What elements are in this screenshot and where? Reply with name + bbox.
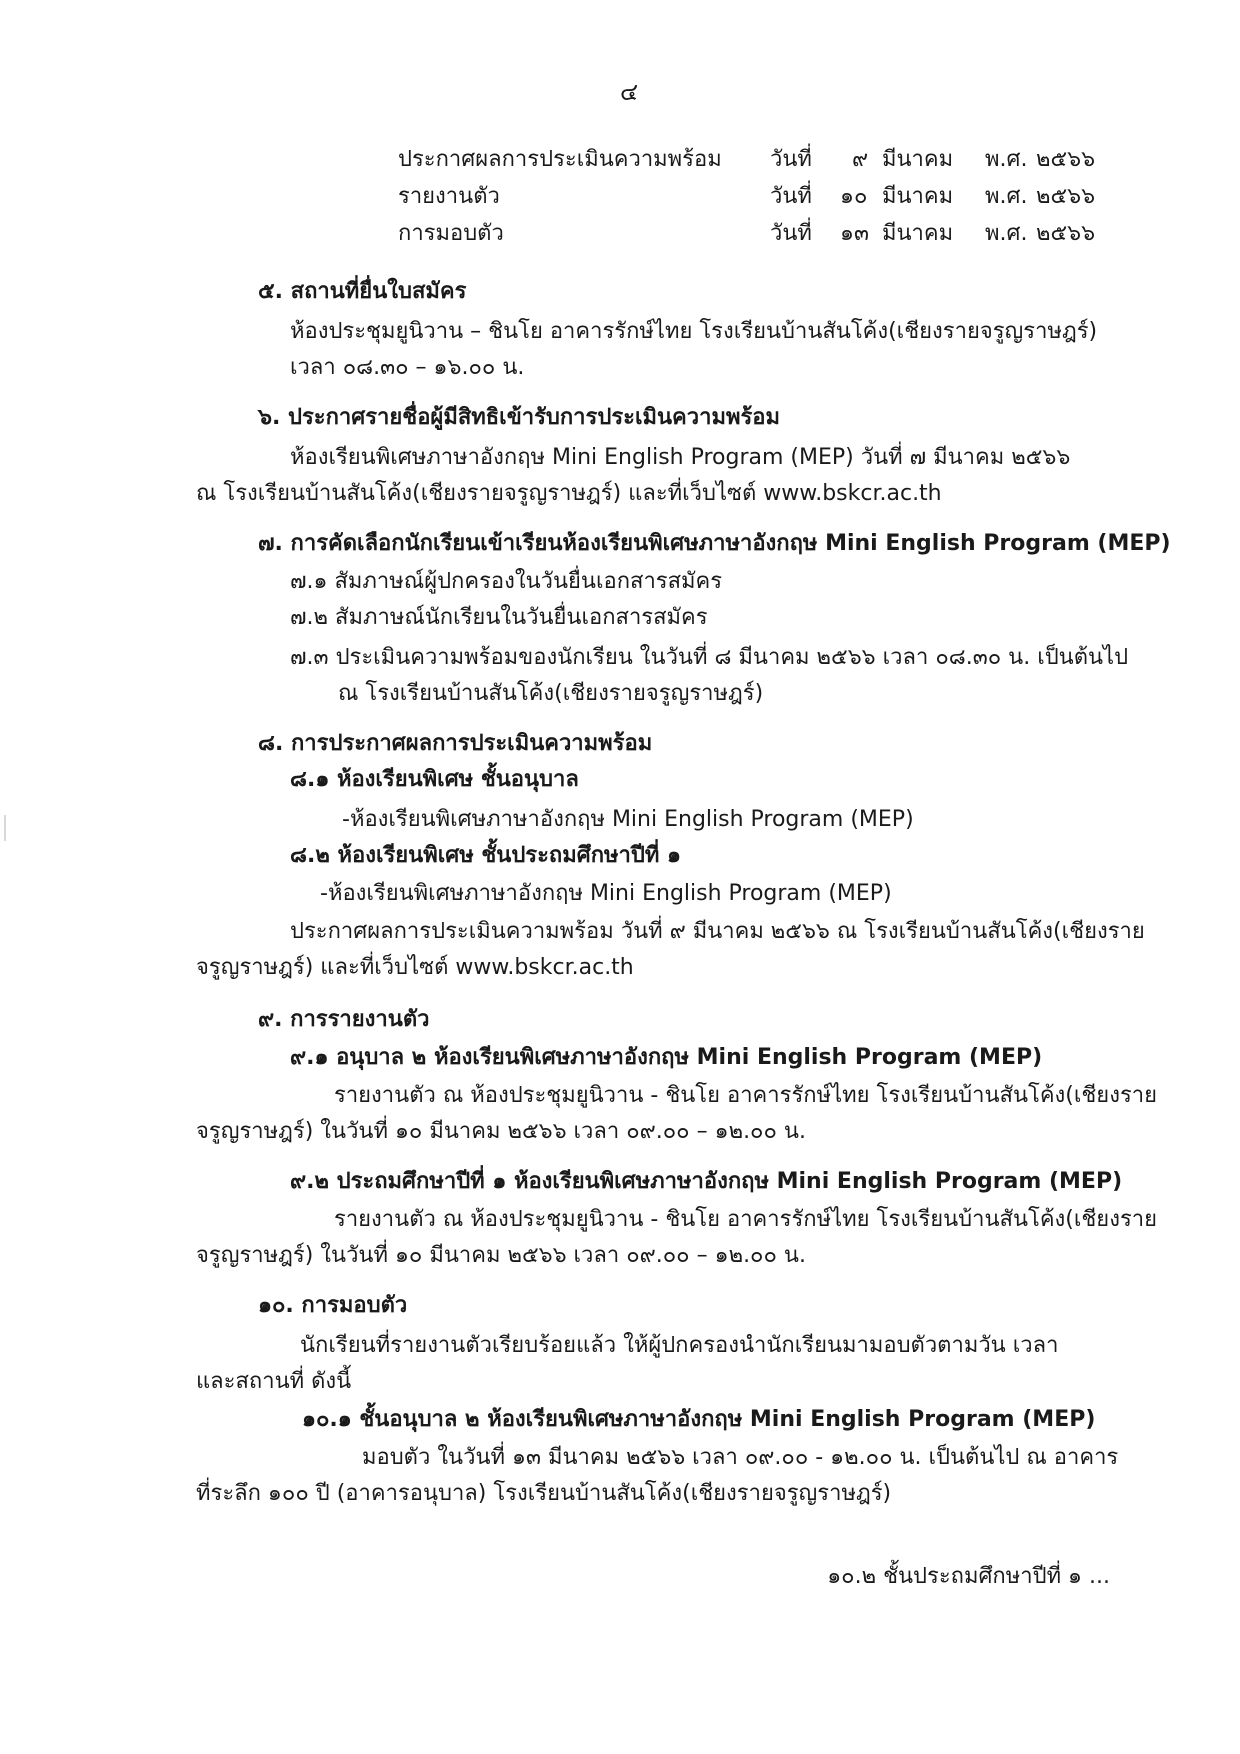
section-5-line: เวลา ๐๘.๓๐ – ๑๖.๐๐ น. bbox=[290, 355, 525, 380]
schedule-day: ๑๓ bbox=[840, 221, 870, 246]
schedule-event: รายงานตัว bbox=[398, 184, 500, 209]
section-7-line: ๗.๓ ประเมินความพร้อมของนักเรียน ในวันที่ ๘ มีนาคม ๒๕๖๖ เวลา ๐๘.๓๐ น. เป็นต้นไป bbox=[290, 645, 1129, 670]
section-9-line: จรูญราษฎร์) ในวันที่ ๑๐ มีนาคม ๒๕๖๖ เวลา ๐๙.๐๐ – ๑๒.๐๐ น. bbox=[196, 1119, 806, 1144]
section-7-line: ๗.๑ สัมภาษณ์ผู้ปกครองในวันยื่นเอกสารสมัคร bbox=[290, 569, 723, 594]
section-9-heading: ๙. การรายงานตัว bbox=[258, 1007, 430, 1032]
section-7-line: ๗.๒ สัมภาษณ์นักเรียนในวันยื่นเอกสารสมัคร bbox=[290, 605, 708, 630]
continuation-footer: ๑๐.๒ ชั้นประถมศึกษาปีที่ ๑ ... bbox=[827, 1564, 1110, 1589]
schedule-year: ๒๕๖๖ bbox=[1036, 184, 1096, 209]
section-10-line: ที่ระลึก ๑๐๐ ปี (อาคารอนุบาล) โรงเรียนบ้านสันโค้ง(เชียงรายจรูญราษฎร์) bbox=[196, 1481, 892, 1506]
schedule-day: ๙ bbox=[852, 147, 869, 172]
section-9-subheading: ๙.๒ ประถมศึกษาปีที่ ๑ ห้องเรียนพิเศษภาษาอังกฤษ Mini English Program (MEP) bbox=[290, 1169, 1123, 1194]
schedule-month: มีนาคม bbox=[882, 147, 954, 172]
schedule-day-label: วันที่ bbox=[770, 147, 812, 172]
section-10-line: มอบตัว ในวันที่ ๑๓ มีนาคม ๒๕๖๖ เวลา ๐๙.๐๐ - ๑๒.๐๐ น. เป็นต้นไป ณ อาคาร bbox=[362, 1445, 1119, 1470]
section-9-subheading: ๙.๑ อนุบาล ๒ ห้องเรียนพิเศษภาษาอังกฤษ Mini English Program (MEP) bbox=[290, 1045, 1043, 1070]
section-8-line: -ห้องเรียนพิเศษภาษาอังกฤษ Mini English Program (MEP) bbox=[342, 807, 914, 832]
section-6-line: ห้องเรียนพิเศษภาษาอังกฤษ Mini English Program (MEP) วันที่ ๗ มีนาคม ๒๕๖๖ bbox=[290, 445, 1071, 470]
section-5-heading: ๕. สถานที่ยื่นใบสมัคร bbox=[258, 279, 467, 304]
section-6-line: ณ โรงเรียนบ้านสันโค้ง(เชียงรายจรูญราษฎร์) และที่เว็บไซต์ www.bskcr.ac.th bbox=[196, 481, 942, 506]
section-7-line: ณ โรงเรียนบ้านสันโค้ง(เชียงรายจรูญราษฎร์) bbox=[338, 681, 764, 706]
schedule-era: พ.ศ. bbox=[985, 184, 1028, 209]
section-9-line: รายงานตัว ณ ห้องประชุมยูนิวาน - ชินโย อาคารรักษ์ไทย โรงเรียนบ้านสันโค้ง(เชียงราย bbox=[334, 1207, 1158, 1232]
section-9-line: รายงานตัว ณ ห้องประชุมยูนิวาน - ชินโย อาคารรักษ์ไทย โรงเรียนบ้านสันโค้ง(เชียงราย bbox=[334, 1083, 1158, 1108]
section-10-subheading: ๑๐.๑ ชั้นอนุบาล ๒ ห้องเรียนพิเศษภาษาอังกฤษ Mini English Program (MEP) bbox=[302, 1407, 1096, 1432]
section-7-heading: ๗. การคัดเลือกนักเรียนเข้าเรียนห้องเรียนพิเศษภาษาอังกฤษ Mini English Program (MEP) bbox=[258, 531, 1171, 556]
schedule-era: พ.ศ. bbox=[985, 221, 1028, 246]
schedule-day-label: วันที่ bbox=[770, 184, 812, 209]
schedule-event: ประกาศผลการประเมินความพร้อม bbox=[398, 147, 722, 172]
section-8-heading: ๘. การประกาศผลการประเมินความพร้อม bbox=[258, 731, 653, 756]
section-8-subheading: ๘.๑ ห้องเรียนพิเศษ ชั้นอนุบาล bbox=[290, 767, 579, 792]
section-8-line: จรูญราษฎร์) และที่เว็บไซต์ www.bskcr.ac.th bbox=[196, 955, 634, 980]
schedule-day: ๑๐ bbox=[840, 184, 868, 209]
section-6-heading: ๖. ประกาศรายชื่อผู้มีสิทธิเข้ารับการประเมินความพร้อม bbox=[258, 405, 780, 430]
schedule-month: มีนาคม bbox=[882, 184, 954, 209]
section-8-line: -ห้องเรียนพิเศษภาษาอังกฤษ Mini English Program (MEP) bbox=[320, 881, 892, 906]
section-8-line: ประกาศผลการประเมินความพร้อม วันที่ ๙ มีนาคม ๒๕๖๖ ณ โรงเรียนบ้านสันโค้ง(เชียงราย bbox=[290, 919, 1145, 944]
schedule-month: มีนาคม bbox=[882, 221, 954, 246]
section-10-line: นักเรียนที่รายงานตัวเรียบร้อยแล้ว ให้ผู้ปกครองนำนักเรียนมามอบตัวตามวัน เวลา bbox=[300, 1333, 1059, 1358]
schedule-year: ๒๕๖๖ bbox=[1036, 147, 1096, 172]
section-5-line: ห้องประชุมยูนิวาน – ชินโย อาคารรักษ์ไทย โรงเรียนบ้านสันโค้ง(เชียงรายจรูญราษฎร์) bbox=[290, 319, 1098, 344]
schedule-event: การมอบตัว bbox=[398, 221, 504, 246]
section-10-heading: ๑๐. การมอบตัว bbox=[258, 1293, 408, 1318]
page-number: ๔ bbox=[620, 78, 639, 106]
section-10-line: และสถานที่ ดังนี้ bbox=[196, 1369, 352, 1394]
section-8-subheading: ๘.๒ ห้องเรียนพิเศษ ชั้นประถมศึกษาปีที่ ๑ bbox=[290, 843, 681, 868]
section-9-line: จรูญราษฎร์) ในวันที่ ๑๐ มีนาคม ๒๕๖๖ เวลา ๐๙.๐๐ – ๑๒.๐๐ น. bbox=[196, 1243, 806, 1268]
schedule-day-label: วันที่ bbox=[770, 221, 812, 246]
schedule-era: พ.ศ. bbox=[985, 147, 1028, 172]
scan-artifact bbox=[4, 815, 6, 841]
schedule-year: ๒๕๖๖ bbox=[1036, 221, 1096, 246]
